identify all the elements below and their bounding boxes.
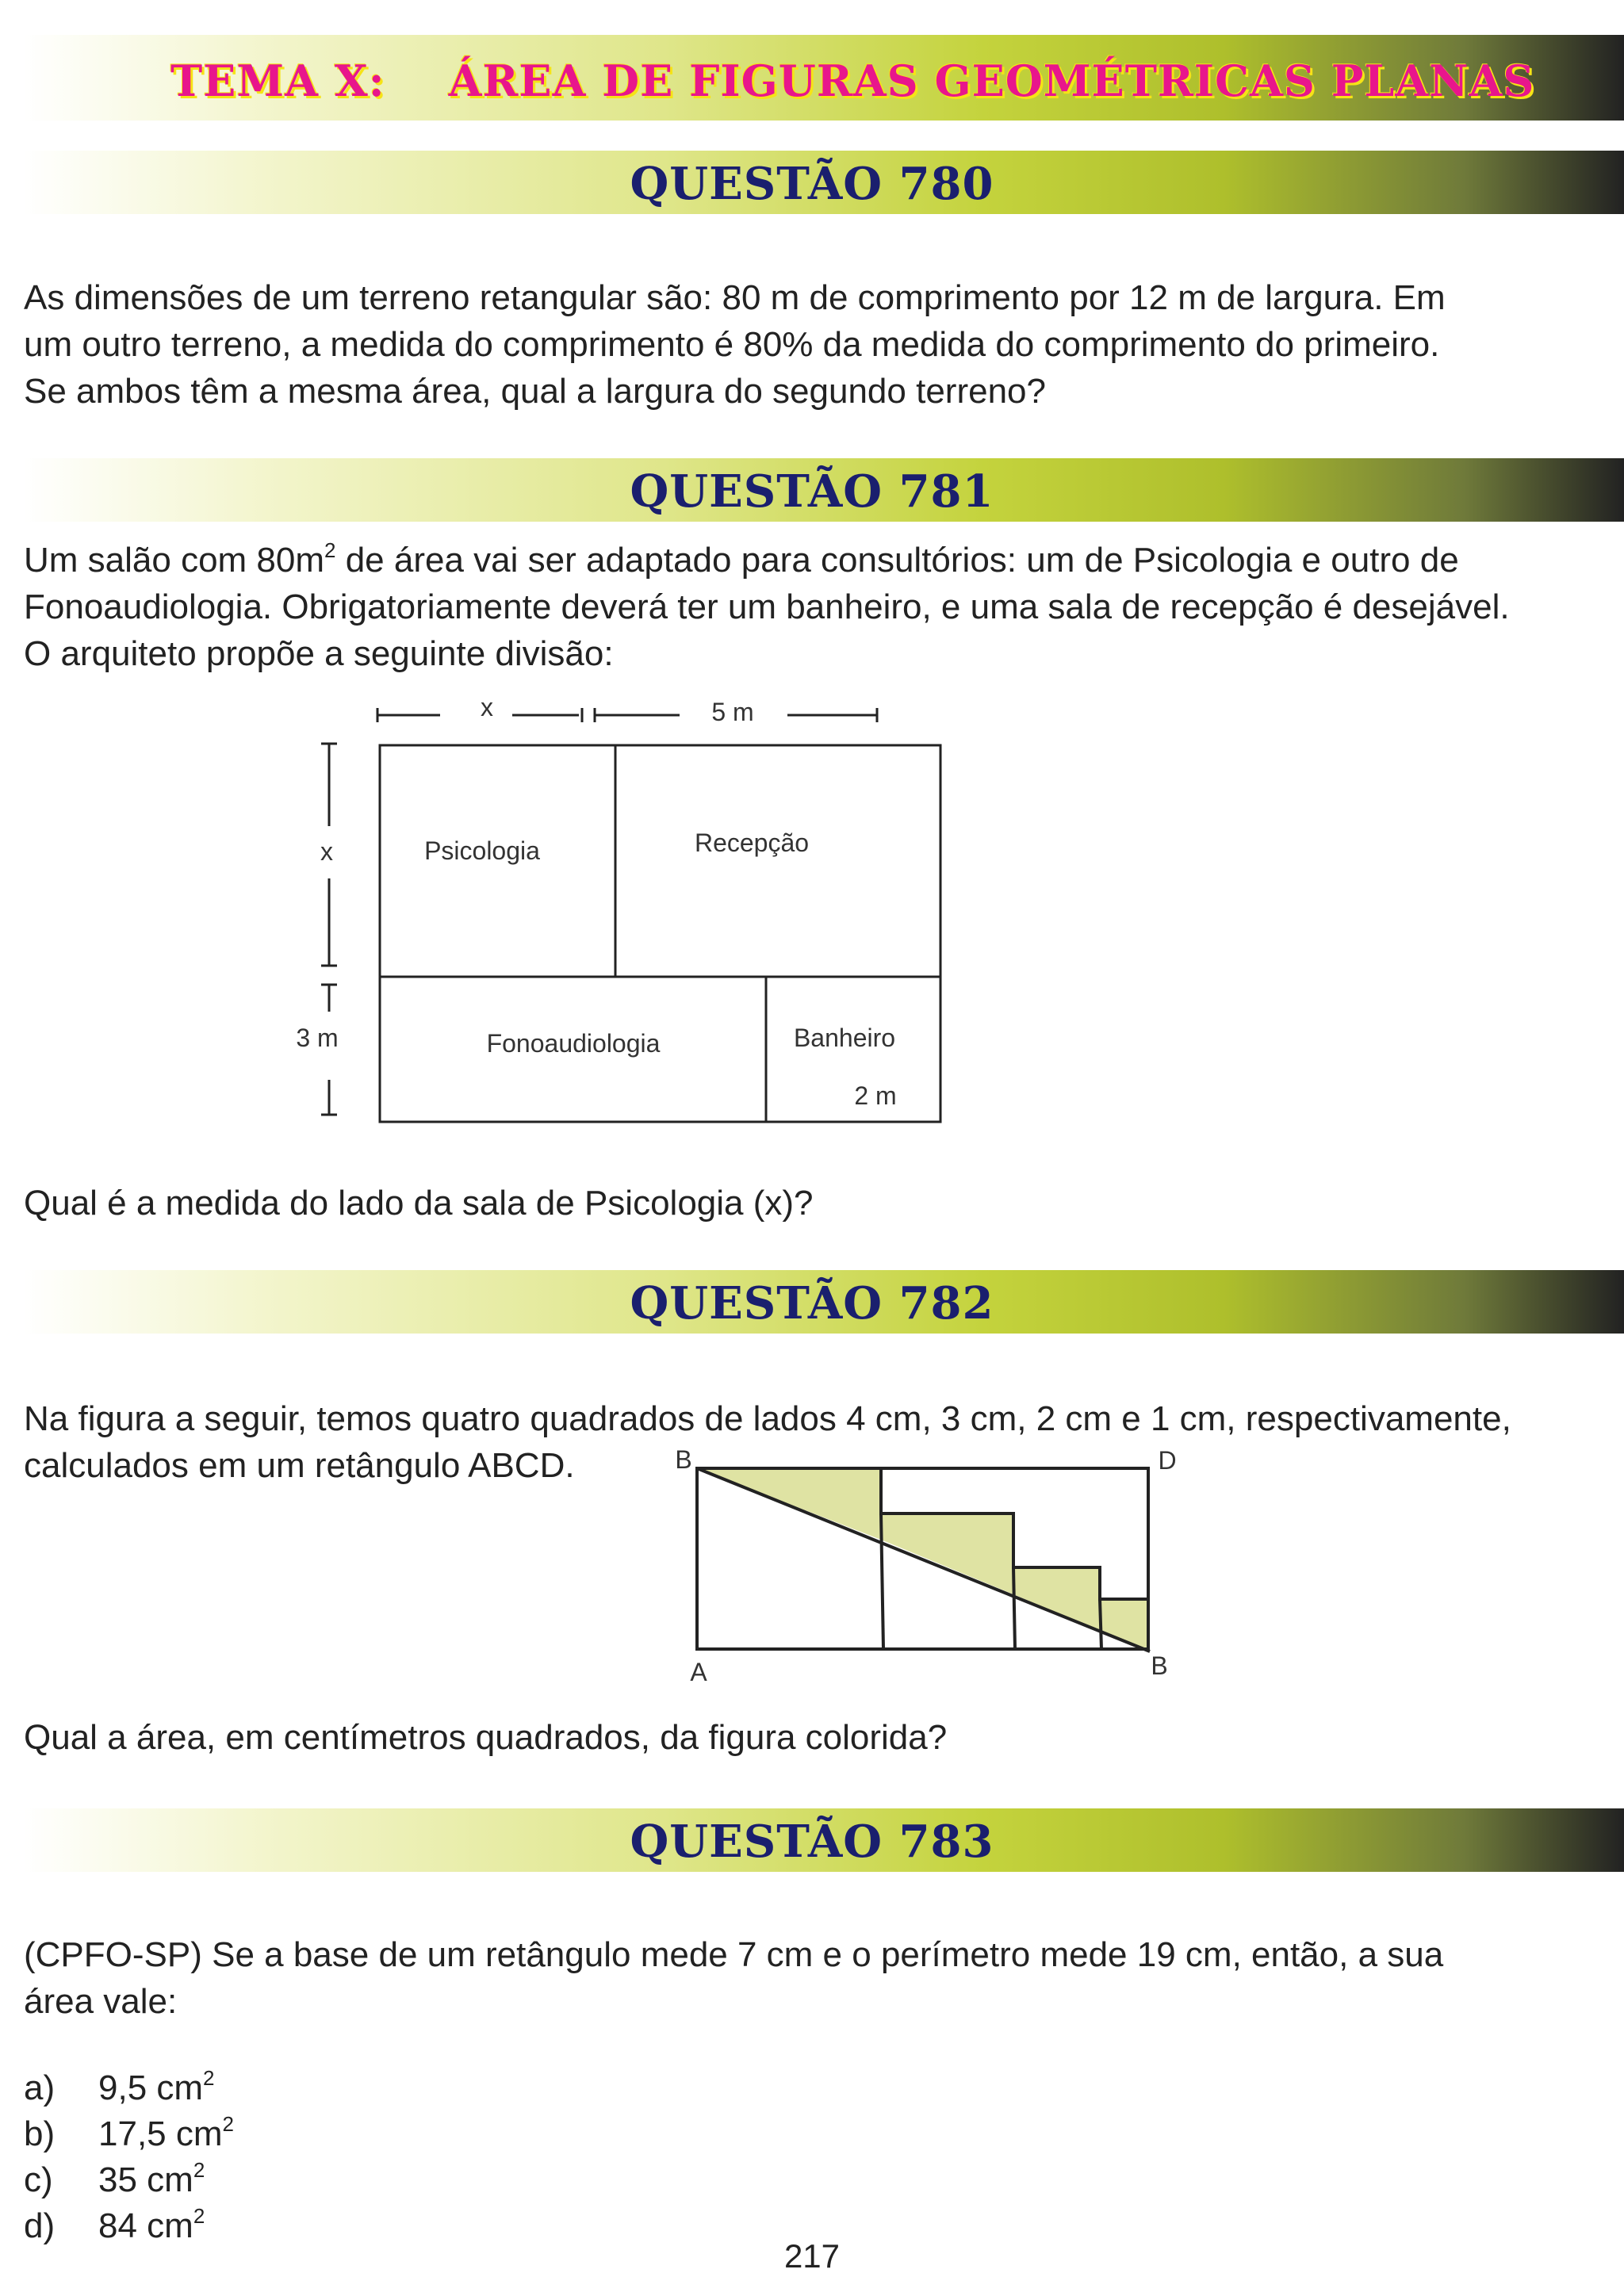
text-line: um outro terreno, a medida do comprimento é 80% da medida do comprimento do primeiro. <box>24 325 1440 364</box>
option-value: 84 cm <box>98 2206 193 2245</box>
diagonal <box>697 1468 1150 1651</box>
square-edge <box>1100 1599 1101 1649</box>
left-x-label: x <box>320 837 333 866</box>
question-783-title: QUESTÃO 783 <box>630 1816 994 1868</box>
option-value: 35 cm <box>98 2160 193 2199</box>
top-5m-label: 5 m <box>711 698 754 726</box>
option-a <box>24 2064 215 2111</box>
text-line: Qual a área, em centímetros quadrados, da figura colorida? <box>24 1718 948 1757</box>
room-psicologia-label: Psicologia <box>424 836 540 865</box>
option-letter: a) <box>24 2068 56 2107</box>
question-783-text <box>24 1931 1602 2025</box>
vertex-label-bottom-right: B <box>1151 1651 1168 1680</box>
text-line: calculados em um retângulo ABCD. <box>24 1446 575 1485</box>
page-number: 217 <box>783 2237 841 2275</box>
text-line: Fonoaudiologia. Obrigatoriamente deverá ter um banheiro, e uma sala de recepção é desejável. <box>24 587 1510 626</box>
top-x-label: x <box>481 693 493 721</box>
superscript: 2 <box>193 2158 205 2182</box>
text-line: área vale: <box>24 1982 178 2021</box>
superscript: 2 <box>193 2204 205 2228</box>
text-line: Qual é a medida do lado da sala de Psicologia (x)? <box>24 1184 814 1223</box>
option-b <box>24 2110 234 2157</box>
vertex-label-top-left: B <box>675 1445 692 1474</box>
question-781-title: QUESTÃO 781 <box>630 465 994 518</box>
question-782-prompt <box>24 1714 1602 1761</box>
text-fragment: de área vai ser adaptado para consultórios: um de Psicologia e outro de <box>335 541 1459 580</box>
theme-name: ÁREA DE FIGURAS GEOMÉTRICAS PLANAS <box>448 55 1535 106</box>
shaded-region <box>1013 1567 1100 1631</box>
theme-prefix: TEMA X: <box>170 55 385 106</box>
room-banheiro-label: Banheiro <box>793 1024 896 1052</box>
text-line: As dimensões de um terreno retangular são: 80 m de comprimento por 12 m de largura. Em <box>24 278 1446 317</box>
vertex-label-bottom-left: A <box>690 1658 707 1686</box>
banheiro-width-label: 2 m <box>854 1081 897 1110</box>
text-line: O arquiteto propõe a seguinte divisão: <box>24 634 614 673</box>
shaded-region <box>881 1513 1013 1594</box>
room-fonoaudiologia-label: Fonoaudiologia <box>486 1029 661 1058</box>
option-c <box>24 2156 205 2203</box>
square-edge <box>1013 1567 1015 1649</box>
room-recepcao-label: Recepção <box>694 828 810 857</box>
option-letter: d) <box>24 2206 56 2245</box>
left-3m-label: 3 m <box>296 1024 339 1052</box>
option-letter: b) <box>24 2114 56 2153</box>
text-fragment: Um salão com 80m <box>24 541 325 580</box>
question-780-title: QUESTÃO 780 <box>630 158 994 210</box>
vertex-label-top-right: D <box>1158 1446 1177 1475</box>
option-letter: c) <box>24 2160 53 2199</box>
option-value: 9,5 cm <box>98 2068 204 2107</box>
option-value: 17,5 cm <box>98 2114 223 2153</box>
text-line: Na figura a seguir, temos quatro quadrados de lados 4 cm, 3 cm, 2 cm e 1 cm, respectivamente, <box>24 1399 1511 1438</box>
superscript: 2 <box>203 2066 215 2090</box>
question-782-title: QUESTÃO 782 <box>630 1277 994 1330</box>
text-line: Se ambos têm a mesma área, qual a largura do segundo terreno? <box>24 372 1046 411</box>
superscript: 2 <box>222 2112 234 2136</box>
superscript: 2 <box>324 538 336 562</box>
text-line: (CPFO-SP) Se a base de um retângulo mede 7 cm e o perímetro mede 19 cm, então, a sua <box>24 1935 1444 1974</box>
